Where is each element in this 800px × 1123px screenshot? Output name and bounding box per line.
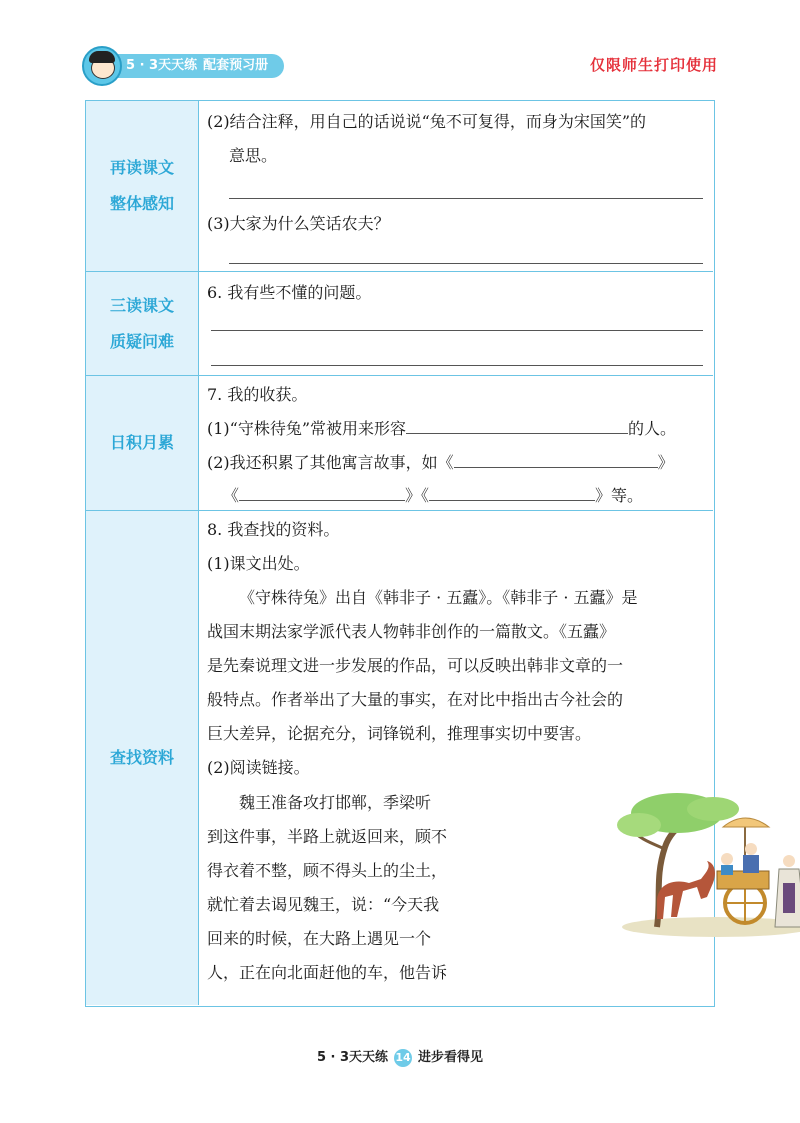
page-header: [0, 0, 800, 90]
question-text: 》等。: [595, 486, 644, 505]
question-text: (1)“守株待兔”常被用来形容: [207, 419, 407, 438]
standing-figure-head: [783, 855, 795, 867]
question-text: (2)我还积累了其他寓言故事，如《: [207, 453, 454, 472]
page-footer: [0, 1046, 800, 1067]
worksheet-table: [85, 100, 715, 1007]
footer-book: 5 · 3天天练: [316, 1050, 389, 1065]
paragraph-line: 般特点。作者举出了大量的事实，在对比中指出古今社会的: [207, 690, 624, 709]
row-label-accumulate: [86, 376, 199, 510]
answer-line[interactable]: [211, 330, 703, 331]
footer-slogan: 进步看得见: [418, 1050, 484, 1065]
label-line: 日积月累: [109, 433, 174, 452]
row-research: [86, 511, 713, 1005]
paragraph-line: 魏王准备攻打邯郸，季梁听: [239, 793, 432, 812]
figure-head: [721, 853, 733, 865]
fill-blank[interactable]: [454, 451, 658, 468]
row-accumulate: [86, 376, 713, 511]
figure-robe: [743, 855, 759, 873]
fill-in-question: [207, 451, 674, 474]
horse-shape: [657, 861, 715, 919]
umbrella-canopy: [723, 818, 769, 827]
question-text: 》《: [405, 486, 430, 505]
standing-figure-sash: [783, 883, 795, 913]
row-questions: [86, 272, 713, 376]
subsection-title: (1)课文出处。: [207, 554, 310, 573]
paragraph-line: 到这件事，半路上就返回来，顾不: [207, 827, 448, 846]
book-title: 5 · 3天天练: [126, 58, 198, 73]
label-line: 再读课文: [109, 158, 174, 177]
subsection-title: (2)阅读链接。: [207, 758, 310, 777]
question-text: 6. 我有些不懂的问题。: [207, 283, 372, 302]
restriction-notice: 仅限师生打印使用: [589, 56, 718, 74]
paragraph-line: 人，正在向北面赶他的车，他告诉: [207, 963, 448, 982]
question-text: 》: [657, 453, 674, 472]
chariot-illustration: [617, 787, 800, 937]
question-text: (3)大家为什么笑话农夫？: [207, 214, 390, 233]
fill-blank[interactable]: [239, 484, 405, 501]
label-line: 整体感知: [109, 194, 174, 213]
question-text: 《: [223, 486, 240, 505]
question-text: 的人。: [628, 419, 677, 438]
row-reread: [86, 101, 713, 272]
row-label-reread: [86, 101, 199, 271]
question-text: 意思。: [229, 146, 278, 165]
paragraph-line: 得衣着不整，顾不得头上的尘土，: [207, 861, 448, 880]
row-content: [199, 101, 713, 271]
paragraph-line: 回来的时候，在大路上遇见一个: [207, 929, 432, 948]
paragraph-line: 战国末期法家学派代表人物韩非创作的一篇散文。《五蠹》: [207, 622, 616, 641]
row-content: [199, 272, 713, 375]
fill-blank[interactable]: [429, 484, 595, 501]
row-label-research: [86, 511, 199, 1005]
figure-head: [745, 843, 757, 855]
paragraph-line: 是先秦说理文进一步发展的作品，可以反映出韩非文章的一: [207, 656, 624, 675]
answer-line[interactable]: [229, 263, 703, 264]
ground-shape: [622, 917, 800, 937]
book-title-pill: [104, 54, 284, 78]
label-line: 查找资料: [109, 748, 174, 767]
book-subtitle: 配套预习册: [203, 58, 269, 73]
fill-in-question: [207, 417, 676, 440]
question-text: 7. 我的收获。: [207, 385, 308, 404]
paragraph-line: 《守株待兔》出自《韩非子 · 五蠹》。《韩非子 · 五蠹》是: [239, 588, 638, 607]
label-line: 三读课文: [109, 295, 174, 315]
answer-line[interactable]: [211, 365, 703, 366]
question-text: 8. 我查找的资料。: [207, 520, 340, 539]
row-content: [199, 511, 713, 1005]
label-line: 质疑问难: [109, 331, 174, 351]
mascot-logo-icon: [82, 46, 122, 86]
page-number: 14: [394, 1049, 412, 1067]
answer-line[interactable]: [229, 198, 703, 199]
figure-robe: [721, 865, 733, 875]
paragraph-line: 就忙着去谒见魏王，说：“今天我: [207, 895, 440, 914]
tree-foliage: [687, 797, 739, 821]
fill-blank[interactable]: [406, 417, 628, 434]
question-text: (2)结合注释，用自己的话说说“兔不可复得，而身为宋国笑”的: [207, 112, 647, 131]
row-label-questions: [86, 272, 199, 375]
row-content: [199, 376, 713, 510]
paragraph-line: 巨大差异，论据充分，词锋锐利，推理事实切中要害。: [207, 724, 592, 743]
tree-foliage: [617, 813, 661, 837]
fill-in-question: [223, 484, 643, 507]
